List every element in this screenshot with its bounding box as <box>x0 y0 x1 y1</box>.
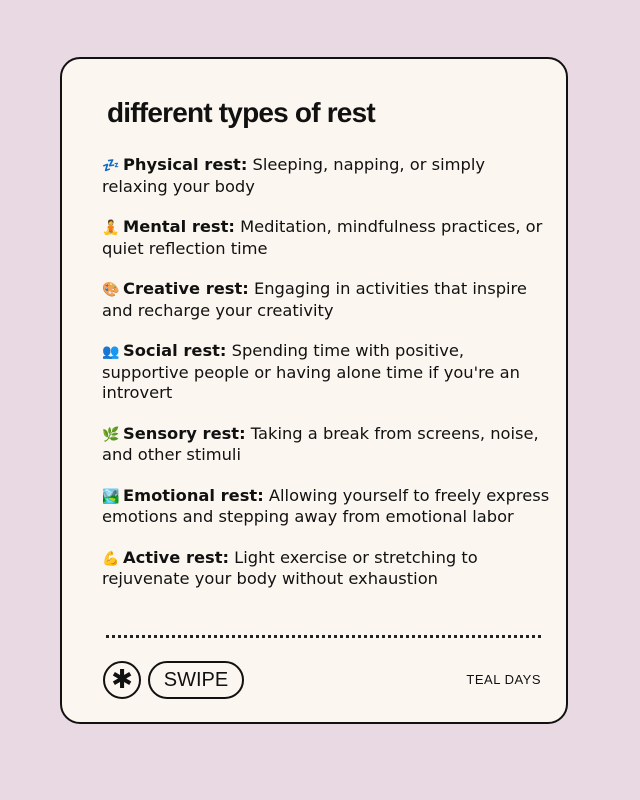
list-item-social-rest <box>102 341 552 404</box>
item-text: Meditation, mindfulness practices, or quiet reflection time <box>102 217 543 258</box>
rest-types-list <box>102 155 552 610</box>
item-text: Engaging in activities that inspire and recharge your creativity <box>102 279 527 320</box>
list-item-sensory-rest <box>102 424 552 466</box>
meditation-icon: 🧘 <box>102 220 120 236</box>
swipe-button[interactable]: SWIPE <box>148 661 244 699</box>
brand-name: TEAL DAYS <box>466 672 541 687</box>
list-item-mental-rest <box>102 217 552 259</box>
item-text: Allowing yourself to freely express emotions and stepping away from emotional labor <box>102 485 550 526</box>
item-text: Taking a break from screens, noise, and other stimuli <box>102 423 539 464</box>
landscape-icon: 🏞️ <box>102 488 120 505</box>
item-label: Social rest: <box>123 341 227 360</box>
list-item-creative-rest <box>102 279 552 321</box>
list-item-active-rest <box>102 548 552 590</box>
item-text: Sleeping, napping, or simply relaxing your body <box>102 155 485 196</box>
rest-card <box>60 57 568 724</box>
item-label: Mental rest: <box>123 217 235 236</box>
item-label: Sensory rest: <box>123 423 246 443</box>
item-label: Creative rest: <box>123 279 249 298</box>
item-label: Emotional rest: <box>123 485 264 505</box>
list-item-physical-rest <box>102 155 552 197</box>
item-label: Physical rest: <box>123 155 248 174</box>
list-item-emotional-rest <box>102 486 552 528</box>
people-icon: 👥 <box>102 344 120 360</box>
page-title: different types of rest <box>107 97 375 128</box>
item-label: Active rest: <box>123 547 229 567</box>
item-text: Spending time with positive, supportive people or having alone time if you're an introvert <box>102 341 520 402</box>
dotted-divider <box>106 635 541 638</box>
asterisk-icon: ✱ <box>103 661 141 699</box>
herb-icon: 🌿 <box>102 426 120 443</box>
flexed-arm-icon: 💪 <box>102 550 120 567</box>
zzz-sleep-icon: 💤 <box>102 158 120 174</box>
item-text: Light exercise or stretching to rejuvenate your body without exhaustion <box>102 547 478 588</box>
palette-icon: 🎨 <box>102 282 120 298</box>
